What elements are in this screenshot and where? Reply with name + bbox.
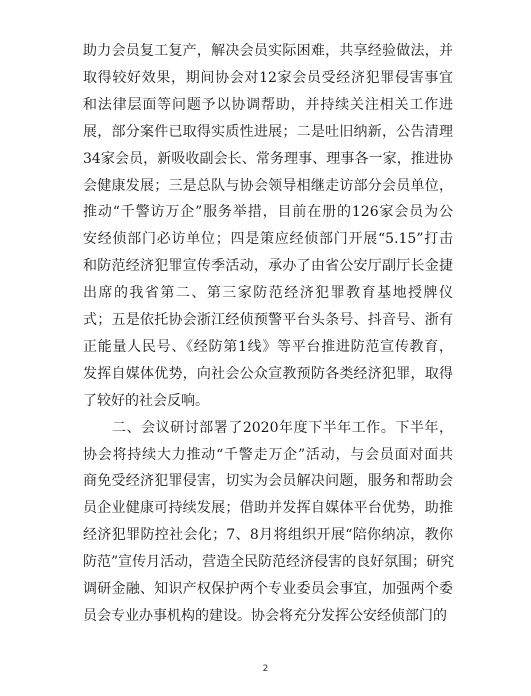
text-line: 和防范经济犯罪宣传季活动，承办了由省公安厅副厅长金捷 — [83, 258, 453, 275]
text-line: 经济犯罪防控社会化；7、8月将组织开展“陪你纳凉，教你 — [83, 527, 453, 544]
text-line: 协会将持续大力推动“千警走万企”活动，与会员面对面共 — [83, 446, 453, 463]
text-line: 安经侦部门必访单位；四是策应经侦部门开展“5.15”打击 — [83, 231, 453, 248]
text-line: 助力会员复工复产，解决会员实际困难，共享经验做法，并 — [83, 43, 453, 59]
text-line: 取得较好效果，期间协会对12家会员受经济犯罪侵害事宜 — [83, 69, 453, 86]
text-line: 出席的我省第二、第三家防范经济犯罪教育基地授牌仪 — [83, 285, 453, 302]
text-line: 员企业健康可持续发展；借助并发挥自媒体平台优势，助推 — [83, 500, 453, 517]
text-line: 和法律层面等问题予以协调帮助，并持续关注相关工作进 — [83, 96, 453, 113]
text-line: 式；五是依托协会浙江经侦预警平台头条号、抖音号、浙有 — [83, 312, 453, 328]
text-line: 推动“千警访万企”服务举措，目前在册的126家会员为公 — [83, 204, 453, 221]
text-line: 员会专业办事机构的建设。协会将充分发挥公安经侦部门的 — [83, 607, 447, 624]
text-line: 了较好的社会反响。 — [83, 392, 209, 409]
text-line: 调研金融、知识产权保护两个专业委员会事宜，加强两个委 — [83, 581, 453, 597]
text-line: 34家会员，新吸收副会长、常务理事、理事各一家，推进协 — [83, 150, 453, 167]
text-line: 防范”宣传月活动，营造全民防范经济侵害的良好氛围；研究 — [83, 554, 455, 571]
text-line: 二、会议研讨部署了2020年度下半年工作。下半年， — [112, 419, 453, 436]
text-line: 正能量人民号、《经防第1线》等平台推进防范宣传教育， — [83, 338, 453, 355]
text-line: 商免受经济犯罪侵害，切实为会员解决问题，服务和帮助会 — [83, 473, 453, 490]
text-line: 会健康发展；三是总队与协会领导相继走访部分会员单位， — [83, 177, 453, 194]
page-number: 2 — [262, 664, 269, 674]
text-line: 展，部分案件已取得实质性进展；二是吐旧纳新，公告清理 — [83, 123, 453, 140]
text-line: 发挥自媒体优势，向社会公众宣教预防各类经济犯罪，取得 — [83, 365, 453, 382]
